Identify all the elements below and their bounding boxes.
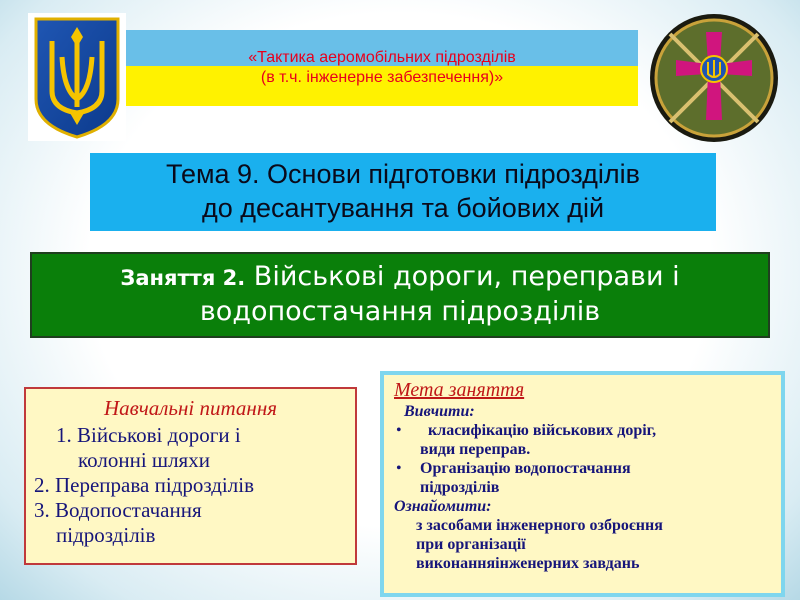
course-header xyxy=(126,30,638,106)
lesson-name-part1: Військові дороги, переправи і xyxy=(245,261,680,292)
study-topic-1-line2: колонні шляхи xyxy=(78,448,210,472)
bullet-icon: • xyxy=(396,460,402,477)
topic-title-line2: до десантування та бойових дій xyxy=(201,193,605,223)
goal-bullet-1-line1: класифікацію військових доріг, xyxy=(428,422,657,439)
goal-bullet-2-line1: Організацію водопостачання xyxy=(420,460,631,477)
lesson-label: Заняття 2. xyxy=(120,266,246,290)
study-topic-3-line2: підрозділів xyxy=(56,523,156,547)
study-topics-title: Навчальні питання xyxy=(103,396,278,420)
lesson-goal-title: Мета заняття xyxy=(394,379,525,401)
study-label: Вивчити: xyxy=(404,403,475,420)
lesson-title-line1 xyxy=(32,260,768,295)
armed-forces-emblem-icon xyxy=(648,12,780,144)
bullet-icon: • xyxy=(396,422,402,439)
trident-icon xyxy=(28,13,126,141)
coat-of-arms xyxy=(28,13,126,141)
study-topic-1 xyxy=(34,423,347,473)
study-topics-box xyxy=(24,387,357,565)
lesson-title-line2: водопостачання підрозділів xyxy=(199,296,601,327)
goal-bullet-2-line2: підрозділів xyxy=(420,479,500,496)
goal-bullet-1-line2: види переправ. xyxy=(420,441,531,458)
armed-forces-emblem xyxy=(648,12,780,144)
study-topic-1-line1: 1. Військові дороги і xyxy=(56,423,241,447)
familiarize-line-2: при організації xyxy=(416,536,526,553)
topic-title-line1: Тема 9. Основи підготовки підрозділів xyxy=(165,159,641,189)
familiarize-line-3: виконанняінженерних завдань xyxy=(416,555,640,572)
study-topic-3-line1: 3. Водопостачання xyxy=(34,498,202,522)
study-topic-3 xyxy=(34,498,347,548)
familiarize-label: Ознайомити: xyxy=(394,498,492,515)
topic-title xyxy=(90,153,716,231)
course-title-line2: (в т.ч. інженерне забезпечення)» xyxy=(260,69,504,86)
familiarize-line-1: з засобами інженерного озброєння xyxy=(416,517,663,534)
course-title xyxy=(126,48,638,88)
course-title-line1: «Тактика аеромобільних підрозділів xyxy=(248,49,516,66)
goal-bullet-2 xyxy=(394,459,771,497)
study-topic-2: 2. Переправа підрозділів xyxy=(34,473,254,497)
goal-bullet-1 xyxy=(394,421,771,459)
study-topics-list xyxy=(34,423,347,548)
lesson-title xyxy=(30,252,770,338)
lesson-goal-box xyxy=(380,371,785,597)
